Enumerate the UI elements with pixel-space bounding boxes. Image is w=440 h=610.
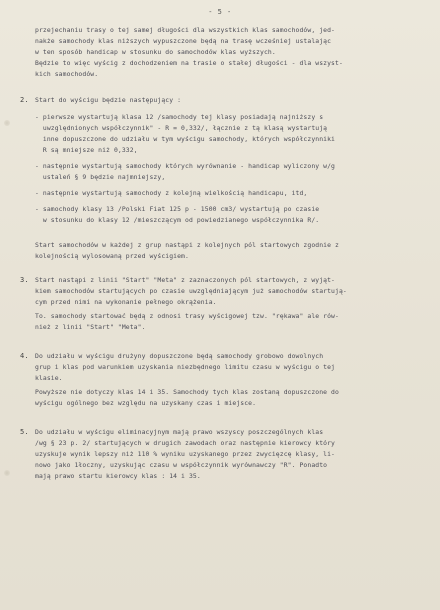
intro-line: w ten sposób handicap w stosunku do samochodów klas wyższych. — [35, 48, 276, 56]
section-line: Powyższe nie dotyczy klas 14 i 35. Samochody tych klas zostaną dopuszczone do — [35, 388, 339, 396]
section-line: uwzględnionych współczynnik" - R = 0,332/, łącznie z tą klasą wystartują — [35, 124, 328, 132]
section-number: 2. — [20, 96, 29, 104]
section-line: nowo jako 1łoczny, uzyskując czasu w współczynnik wyrównawczy "R". Ponadto — [35, 461, 328, 469]
section-line: grup i klas pod warunkiem uzyskania niezbędnego limitu czasu w wyścigu o tej — [35, 363, 336, 371]
section-line: - pierwsze wystartują klasa 12 /samochody tej klasy posiadają najniższy s — [35, 113, 324, 121]
section-line: - następnie wystartują samochody których wyrównanie - handicap wyliczony w/g — [35, 162, 336, 170]
section-line: nież z linii "Start" "Meta". — [35, 323, 146, 331]
section-line: kolejnością wylosowaną przed wyścigiem. — [35, 252, 189, 260]
section-line: inne dopuszczone do udziału w tym wyścigu samochody, których współczynniki — [35, 135, 336, 143]
punch-hole-mark — [4, 470, 10, 476]
section-line: Start samochodów w każdej z grup nastąpi z kolejnych pól startowych zgodnie z — [35, 241, 339, 249]
section-line: Do udziału w wyścigu drużyny dopuszczone będą samochody grobowo dowolnych — [35, 352, 324, 360]
intro-line: nakże samochody klas niższych wypuszczone będą na trasę wcześniej ustalając — [35, 37, 332, 45]
section-line: w stosunku do klasy 12 /mieszczącym od powiedzianego współczynnika R/. — [35, 216, 320, 224]
section-line: To. samochody startować będą z odnosi trasy wyścigowej tzw. "rękawa" ale rów- — [35, 312, 339, 320]
section-line: wyścigu ogólnego bez względu na uzyskany czas i miejsce. — [35, 399, 257, 407]
section-line: - następnie wystartują samochody z kolejną wielkością handicapu, itd, — [35, 189, 308, 197]
section-number: 3. — [20, 276, 29, 284]
section-line: R są mniejsze niż 0,332, — [35, 146, 138, 154]
section-line: Do udziału w wyścigu eliminacyjnym mają prawo wszyscy poszczególnych klas — [35, 428, 324, 436]
section-number: 4. — [20, 352, 29, 360]
intro-line: kich samochodów. — [35, 70, 99, 78]
page-number: - 5 - — [208, 8, 232, 16]
section-line: ustaleń § 9 będzie najmniejszy, — [35, 173, 166, 181]
section-line: - samochody klasy 13 /Polski Fiat 125 p - 1500 cm3/ wystartują po czasie — [35, 205, 320, 213]
section-line: Start nastąpi z linii "Start" "Meta" z zaznaczonych pól startowych, z wyjąt- — [35, 276, 336, 284]
section-line: klasie. — [35, 374, 63, 382]
section-line: Start do wyścigu będzie następujący : — [35, 96, 182, 104]
intro-line: Będzie to więc wyścig z dochodzeniem na trasie o stałej długości - dla wszyst- — [35, 59, 343, 67]
punch-hole-mark — [4, 120, 10, 126]
section-line: uzyskuje wynik lepszy niż 110 % wyniku uzyskanego przez zwycięzcę klasy, li- — [35, 450, 336, 458]
section-line: mają prawo startu kierowcy klas : 14 i 35. — [35, 472, 201, 480]
intro-line: przejechaniu trasy o tej samej długości dla wszystkich klas samochodów, jed- — [35, 26, 336, 34]
section-line: cym przed nimi na wykonanie pełnego okrążenia. — [35, 298, 217, 306]
section-number: 5. — [20, 428, 29, 436]
section-line: kiem samochodów startujących po czasie uwzględniającym już samochodów startują- — [35, 287, 347, 295]
section-line: /wg § 23 p. 2/ startujących w drugich zawodach oraz następnie kierowcy który — [35, 439, 336, 447]
